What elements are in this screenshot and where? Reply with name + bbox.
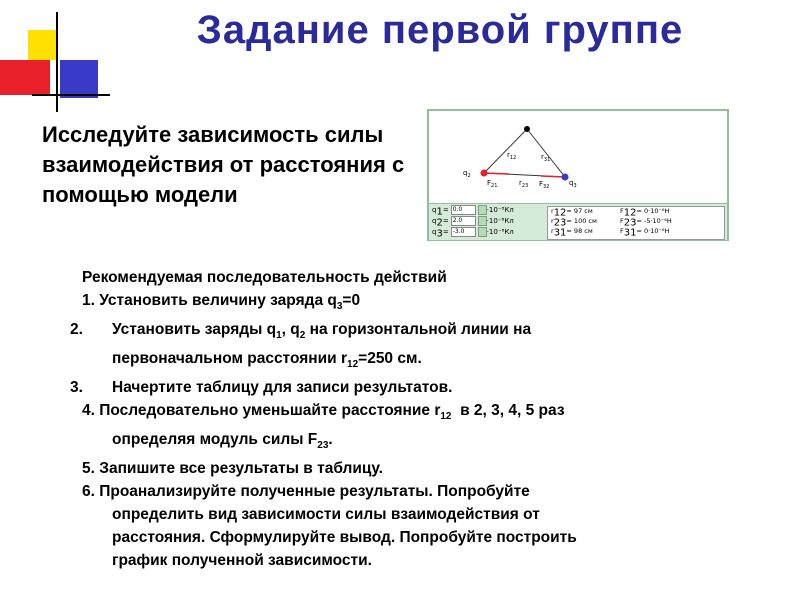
q2-input[interactable]: 2.0 <box>451 216 476 226</box>
charge-q1[interactable] <box>524 126 530 132</box>
q3-spinner[interactable] <box>478 227 487 237</box>
deco-yellow-square <box>28 30 58 60</box>
charge-q3[interactable] <box>562 174 569 181</box>
steps-list <box>70 266 770 572</box>
intro-text: Исследуйте зависимость силы взаимодействия от расстояния с помощью модели <box>42 122 405 207</box>
step-2-line-2: первоначальном расстоянии $r_{12}=250$ см. <box>112 350 422 371</box>
step-4: 4. Последовательно уменьшайте расстояние $r_{12}$ в 2, 3, 4, 5 раз <box>82 402 565 423</box>
readout-f23: $F_{23}= -5\cdot 10^{-6}Н$ <box>620 217 672 229</box>
svg-text:F32: $F_{32}$ <box>539 180 550 190</box>
readout-r31: $r_{31}= 98$ см <box>551 227 593 239</box>
steps-heading: Рекомендуемая последовательность действий <box>82 269 447 286</box>
slide-title: Задание первой группе <box>196 8 684 52</box>
charge-row-q1: $q_1= 0.0 \cdot 10^{-8}Кл$ <box>432 206 514 218</box>
readout-f12: $F_{12}= 0\cdot 10^{-6}Н$ <box>620 207 670 219</box>
step-4-line-2: определяя модуль силы $F_{23}$. <box>112 431 333 452</box>
step-2: 2. Установить заряды $q_1$, $q_2$ на горизонтальной линии на <box>70 321 532 342</box>
readout-r12: $r_{12}= 97$ см <box>551 207 593 219</box>
q2-spinner[interactable] <box>478 216 487 226</box>
step-5: 5. Запишите все результаты в таблицу. <box>82 460 383 478</box>
readout-f31: $F_{31}= 0\cdot 10^{-6}Н$ <box>620 227 670 239</box>
model-controls <box>429 203 727 240</box>
readout-r23: $r_{23}= 100$ см <box>551 217 597 229</box>
charge-row-q2: $q_2= 2.0 \cdot 10^{-8}Кл$ <box>432 217 514 229</box>
step-3: 3. Начертите таблицу для записи результатов. <box>70 379 453 397</box>
q3-input[interactable]: -3.0 <box>451 227 476 237</box>
simulation-model <box>427 109 729 241</box>
svg-text:r23: $r_{23}$ <box>519 179 529 189</box>
q1-input[interactable]: 0.0 <box>451 205 476 215</box>
q1-spinner[interactable] <box>478 205 487 215</box>
step-6-line-4: график полученной зависимости. <box>112 552 372 570</box>
step-1: 1. Установить величину заряда $q_3=0$ <box>82 292 361 313</box>
charge-row-q3: $q_3= -3.0 \cdot 10^{-8}Кл$ <box>432 228 514 240</box>
deco-horizontal-line <box>32 94 110 96</box>
readouts-box <box>547 206 725 240</box>
svg-text:F21: $F_{21}$ <box>487 179 498 189</box>
step-6: 6. Проанализируйте полученные результаты. Попробуйте <box>82 483 530 501</box>
step-6-line-3: расстояния. Сформулируйте вывод. Попробуйте построить <box>112 529 577 547</box>
deco-red-square <box>0 60 50 95</box>
svg-text:q3: $q_3$ <box>569 179 577 189</box>
svg-text:r12: $r_{12}$ <box>507 151 517 161</box>
charges-diagram <box>429 111 727 203</box>
deco-vertical-line <box>56 12 58 112</box>
svg-text:r31: $r_{31}$ <box>541 153 551 163</box>
step-6-line-2: определить вид зависимости силы взаимодействия от <box>112 506 540 524</box>
charge-q2[interactable] <box>481 170 488 177</box>
deco-blue-square <box>60 60 98 98</box>
svg-text:q2: $q_2$ <box>463 169 471 179</box>
